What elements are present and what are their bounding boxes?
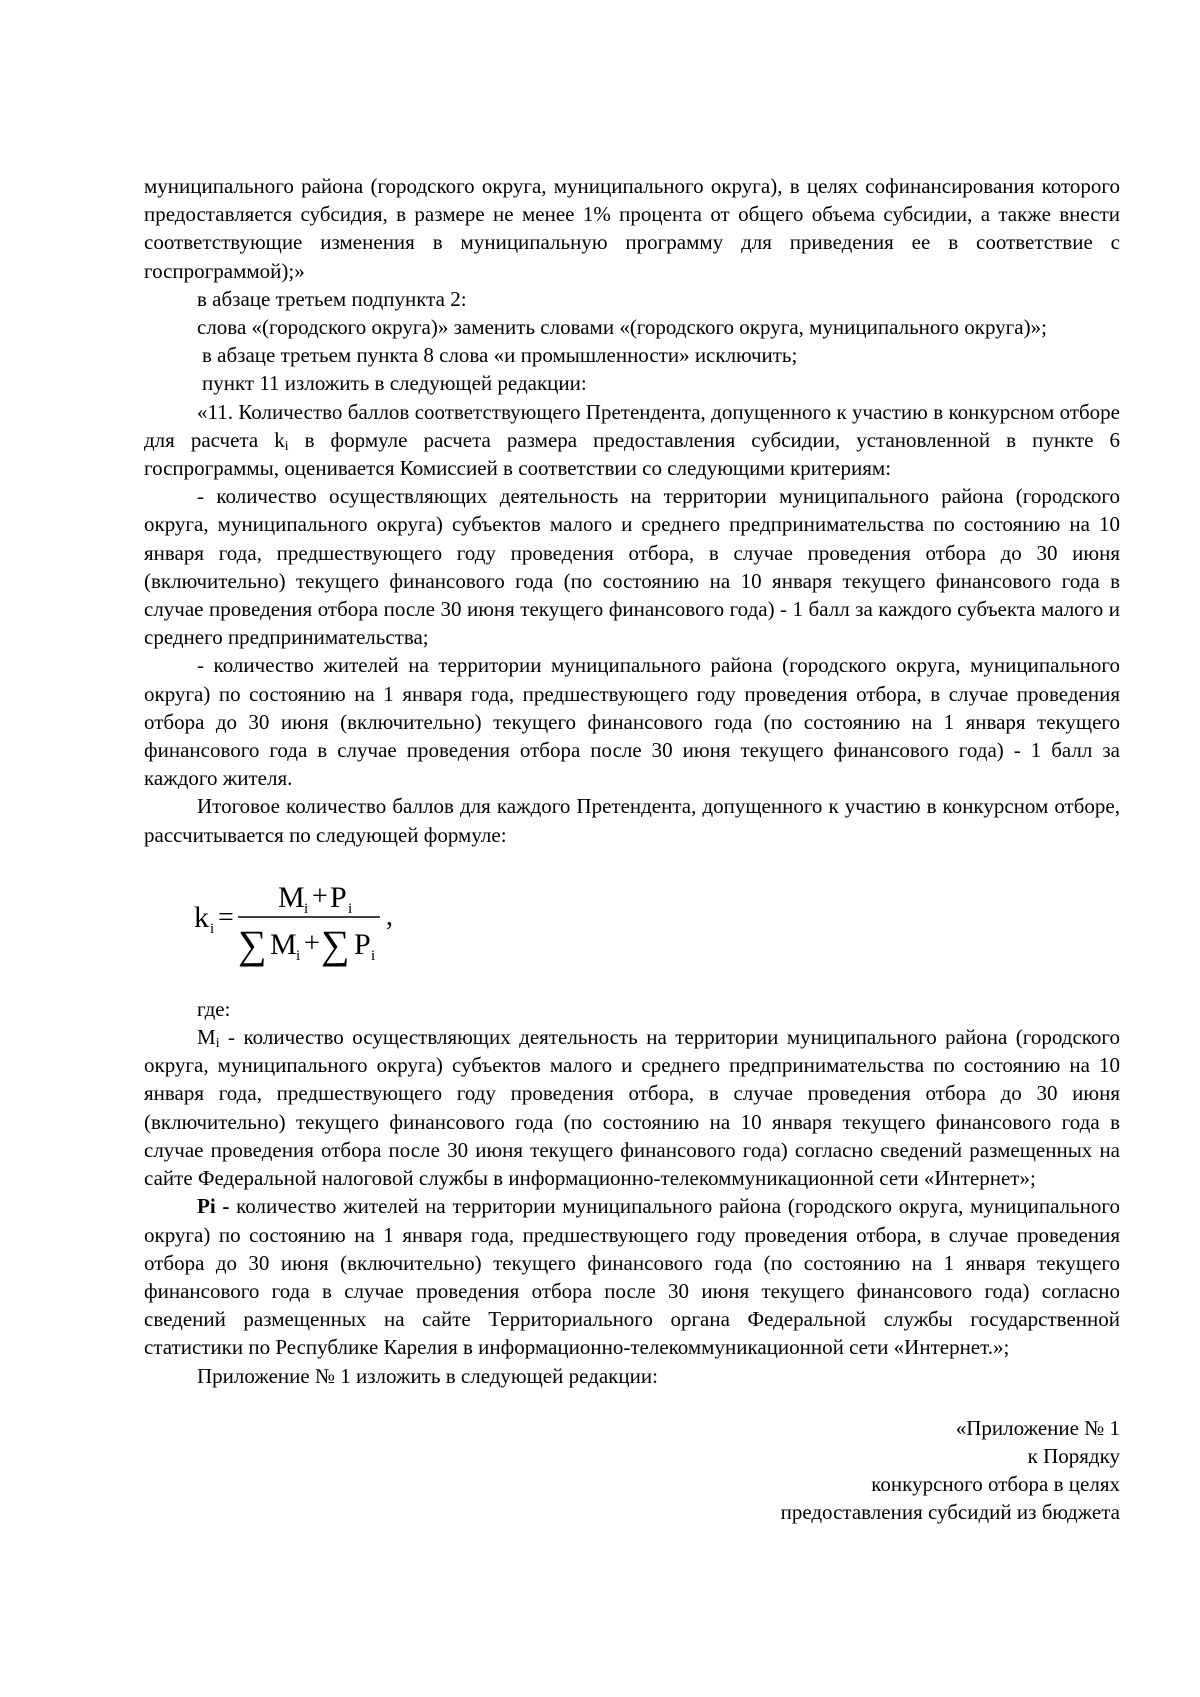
appendix-header <box>144 1414 1120 1527</box>
criterion-small-business: - количество осуществляющих деятельность на территории муниципального района (городского округа, муниципального округа) субъектов малого и среднего предпринимательства по состоянию на 10 января года, предшествующего году проведения отбора, в случае проведения отбора до 30 июня (включительно) текущего финансового года (по состоянию на 10 января текущего финансового года в случае проведения отбора после 30 июня текущего финансового года) - 1 балл за каждого субъекта малого и среднего предпринимательства; <box>144 484 1120 650</box>
definition-text: количество жителей на территории муниципального района (городского округа, муниципального округа) по состоянию на 1 января года, предшествующего году проведения отбора, в случае проведения отбора до 30 июня (включительно) текущего финансового года (по состоянию на 1 января текущего финансового года в случае проведения отбора после 30 июня текущего финансового года) согласно сведений размещенных на сайте Территориального органа Федеральной службы государственной статистики по Республике Карелия в информационно-телекоммуникационной сети «Интернет.»; <box>144 1194 1121 1360</box>
definition-pi <box>144 1192 1120 1361</box>
formula-den-m: M <box>270 927 297 961</box>
paragraph-appendix-intro: Приложение № 1 изложить в следующей редакции: <box>197 1363 658 1388</box>
formula-svg <box>194 869 424 969</box>
symbol-pi: Pi - <box>197 1194 230 1219</box>
appendix-line: предоставления субсидий из бюджета <box>780 1500 1120 1525</box>
text-fragment: в формуле расчета размера предоставления субсидии, установленной в пункте 6 госпрограммы, оценивается Комиссией в соответствии со следующими критериям: <box>144 427 1120 481</box>
formula-den-m-sub: i <box>296 947 301 964</box>
paragraph-total-score: Итоговое количество баллов для каждого Претендента, допущенного к участию в конкурсном отборе, рассчитывается по следующей формуле: <box>144 794 1120 847</box>
paragraph-continuation: муниципального района (городского округа, муниципального округа), в целях софинансирования которого предоставляется субсидия, в размере не менее 1% процента от общего объема субсидии, а также внести соответствующие изменения в муниципальную программу для приведения ее в соответствие с госпрограммой);» <box>144 174 1120 283</box>
paragraph-point-11: пункт 11 изложить в следующей редакции: <box>202 371 587 396</box>
formula-num-plus: + <box>312 880 328 912</box>
formula-comma: , <box>386 900 393 932</box>
formula-den-sum-1: ∑ <box>238 921 267 967</box>
formula-num-m-sub: i <box>304 900 309 917</box>
paragraph-point-8: в абзаце третьем пункта 8 слова «и промышленности» исключить; <box>202 343 798 368</box>
formula-den-p-sub: i <box>371 947 376 964</box>
formula-den-p: P <box>354 927 371 961</box>
subscript: i <box>215 1036 220 1052</box>
appendix-line: к Порядку <box>1027 1443 1120 1468</box>
criterion-residents: - количество жителей на территории муниципального района (городского округа, муниципального округа) по состоянию на 1 января года, предшествующего году проведения отбора, в случае проведения отбора до 30 июня (включительно) текущего финансового года (по состоянию на 1 января текущего финансового года в случае проведения отбора после 30 июня текущего финансового года) - 1 балл за каждого жителя. <box>144 653 1120 791</box>
paragraph-amendment-subpoint: в абзаце третьем подпункта 2: <box>197 286 467 311</box>
paragraph-replace-words: слова «(городского округа)» заменить словами «(городского округа, муниципального округа)»; <box>197 315 1047 340</box>
formula-equals: = <box>218 901 234 933</box>
formula-lhs-sub: i <box>210 920 215 937</box>
appendix-title: «Приложение № 1 <box>955 1415 1120 1440</box>
formula-lhs: k <box>194 900 209 934</box>
appendix-line: конкурсного отбора в целях <box>871 1472 1120 1497</box>
formula-num-p-sub: i <box>348 900 353 917</box>
formula-num-p: P <box>330 880 347 914</box>
text-fragment: «11. Количество баллов соответствующего Претендента, допущенного к участию в конкурсном отборе для расчета k <box>144 399 1120 452</box>
formula-block <box>144 849 1120 995</box>
paragraph-point-11-text <box>144 398 1120 483</box>
definition-mi <box>144 1023 1120 1192</box>
symbol-m: M <box>197 1025 216 1050</box>
paragraph-where: где: <box>197 996 231 1021</box>
formula-den-plus: + <box>304 927 320 959</box>
subscript: i <box>284 438 289 454</box>
formula-den-sum-2: ∑ <box>321 921 350 967</box>
document-page <box>144 172 1120 1527</box>
formula-num-m: M <box>278 880 305 914</box>
definition-text: - количество осуществляющих деятельность на территории муниципального района (городского округа, муниципального округа) субъектов малого и среднего предпринимательства по состоянию на 10 января года, предшествующего году проведения отбора, в случае проведения отбора до 30 июня (включительно) текущего финансового года (по состоянию на 10 января текущего финансового года в случае проведения отбора после 30 июня текущего финансового года) согласно сведений размещенных на сайте Федеральной налоговой службы в информационно-телекоммуникационной сети «Интернет»; <box>144 1025 1120 1191</box>
